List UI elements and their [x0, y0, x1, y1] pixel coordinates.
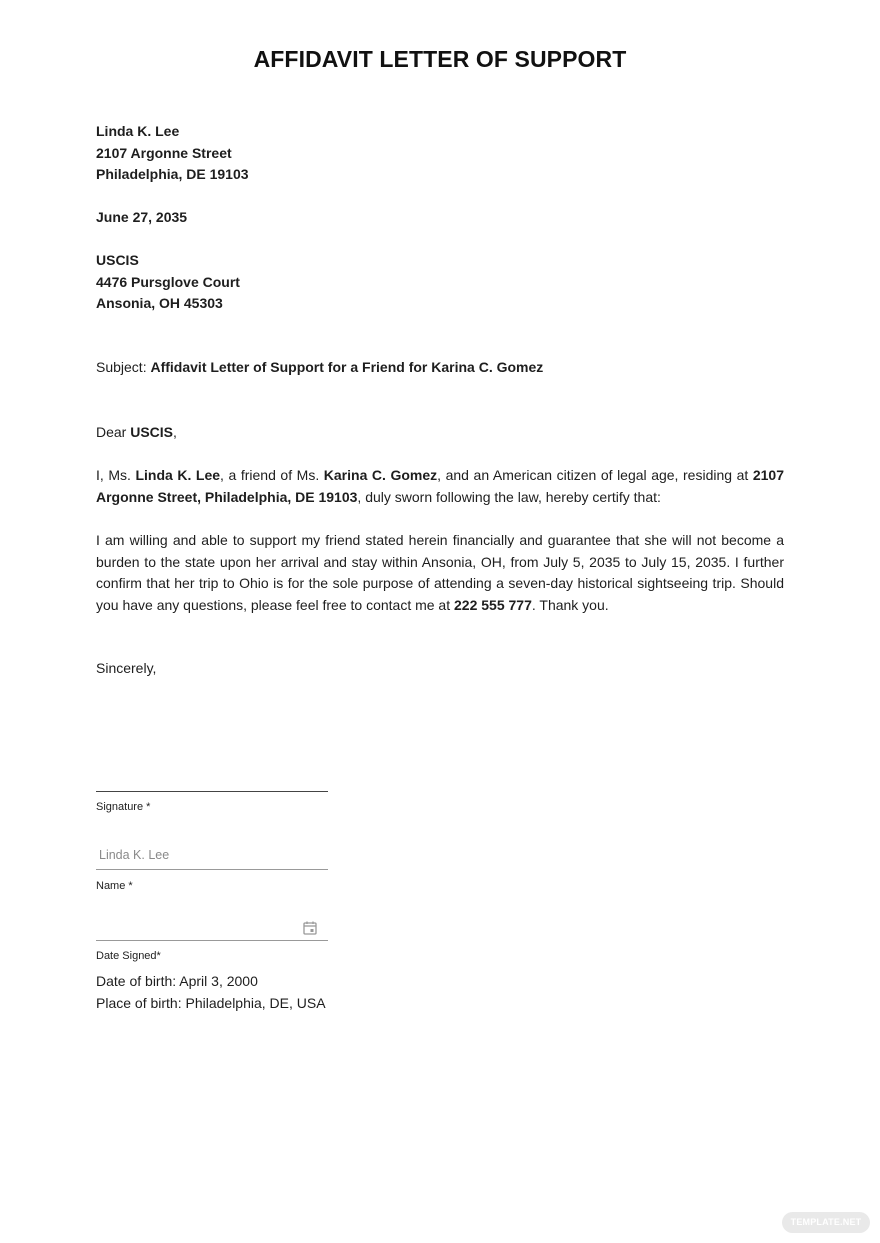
salutation	[96, 422, 784, 444]
date-signed-input[interactable]	[96, 916, 328, 940]
p1-address: 2107 Argonne Street, Philadelphia, DE 19103	[96, 467, 784, 505]
sender-name: Linda K. Lee	[96, 123, 180, 139]
name-underline	[96, 869, 328, 870]
recipient-address	[96, 250, 784, 315]
sender-address	[96, 121, 784, 186]
name-label: Name *	[96, 880, 133, 892]
watermark-badge: TEMPLATE.NET	[782, 1212, 870, 1233]
salutation-prefix: Dear	[96, 424, 131, 440]
p1-friend-name: Karina C. Gomez	[323, 467, 438, 483]
letter-date: June 27, 2035	[96, 209, 188, 225]
p2-phone: 222 555 777	[454, 596, 532, 613]
birth-info	[96, 971, 784, 1014]
date-signed-label: Date Signed*	[96, 950, 161, 962]
letter-date-block	[96, 207, 784, 229]
salutation-name: USCIS	[130, 424, 174, 440]
recipient-street: 4476 Pursglove Court	[96, 273, 240, 290]
p2-text-1: I am willing and able to support my friend stated herein financially and guarantee that she will not become a burden to the state upon her arrival and stay within Ansonia, OH, from July 5, 2035 to July 15, 2035. I further confirm that her trip to Ohio is for the sole purpose of attending a seven-day historical sightseeing trip. Should you have any questions, please feel free to contact me at	[96, 532, 784, 613]
signature-label: Signature *	[96, 801, 151, 813]
document-title: AFFIDAVIT LETTER OF SUPPORT	[253, 46, 627, 72]
birth-date: Date of birth: April 3, 2000	[96, 973, 258, 989]
signature-field[interactable]	[96, 791, 328, 792]
birth-place: Place of birth: Philadelphia, DE, USA	[96, 994, 326, 1011]
sender-street: 2107 Argonne Street	[96, 144, 232, 161]
p1-text-2: , a friend of Ms.	[220, 467, 324, 483]
subject-text: Affidavit Letter of Support for a Friend for Karina C. Gomez	[150, 359, 544, 375]
p2-text-2: . Thank you.	[531, 596, 609, 613]
p1-sender-name: Linda K. Lee	[135, 467, 221, 483]
p1-text-1: I, Ms.	[96, 467, 136, 483]
p1-text-3: , and an American citizen of legal age, residing at	[437, 467, 753, 483]
sender-city: Philadelphia, DE 19103	[96, 166, 249, 182]
subject-label: Subject:	[96, 359, 151, 375]
salutation-suffix: ,	[173, 424, 177, 440]
paragraph-certification	[96, 465, 784, 508]
date-underline	[96, 940, 328, 941]
p1-text-4: , duly sworn following the law, hereby certify that:	[357, 488, 661, 505]
paragraph-support	[96, 530, 784, 616]
name-input[interactable]	[96, 843, 328, 867]
calendar-icon[interactable]	[303, 921, 317, 935]
recipient-name: USCIS	[96, 252, 139, 268]
subject-line	[96, 357, 784, 379]
recipient-city: Ansonia, OH 45303	[96, 295, 223, 311]
closing: Sincerely,	[96, 660, 157, 676]
